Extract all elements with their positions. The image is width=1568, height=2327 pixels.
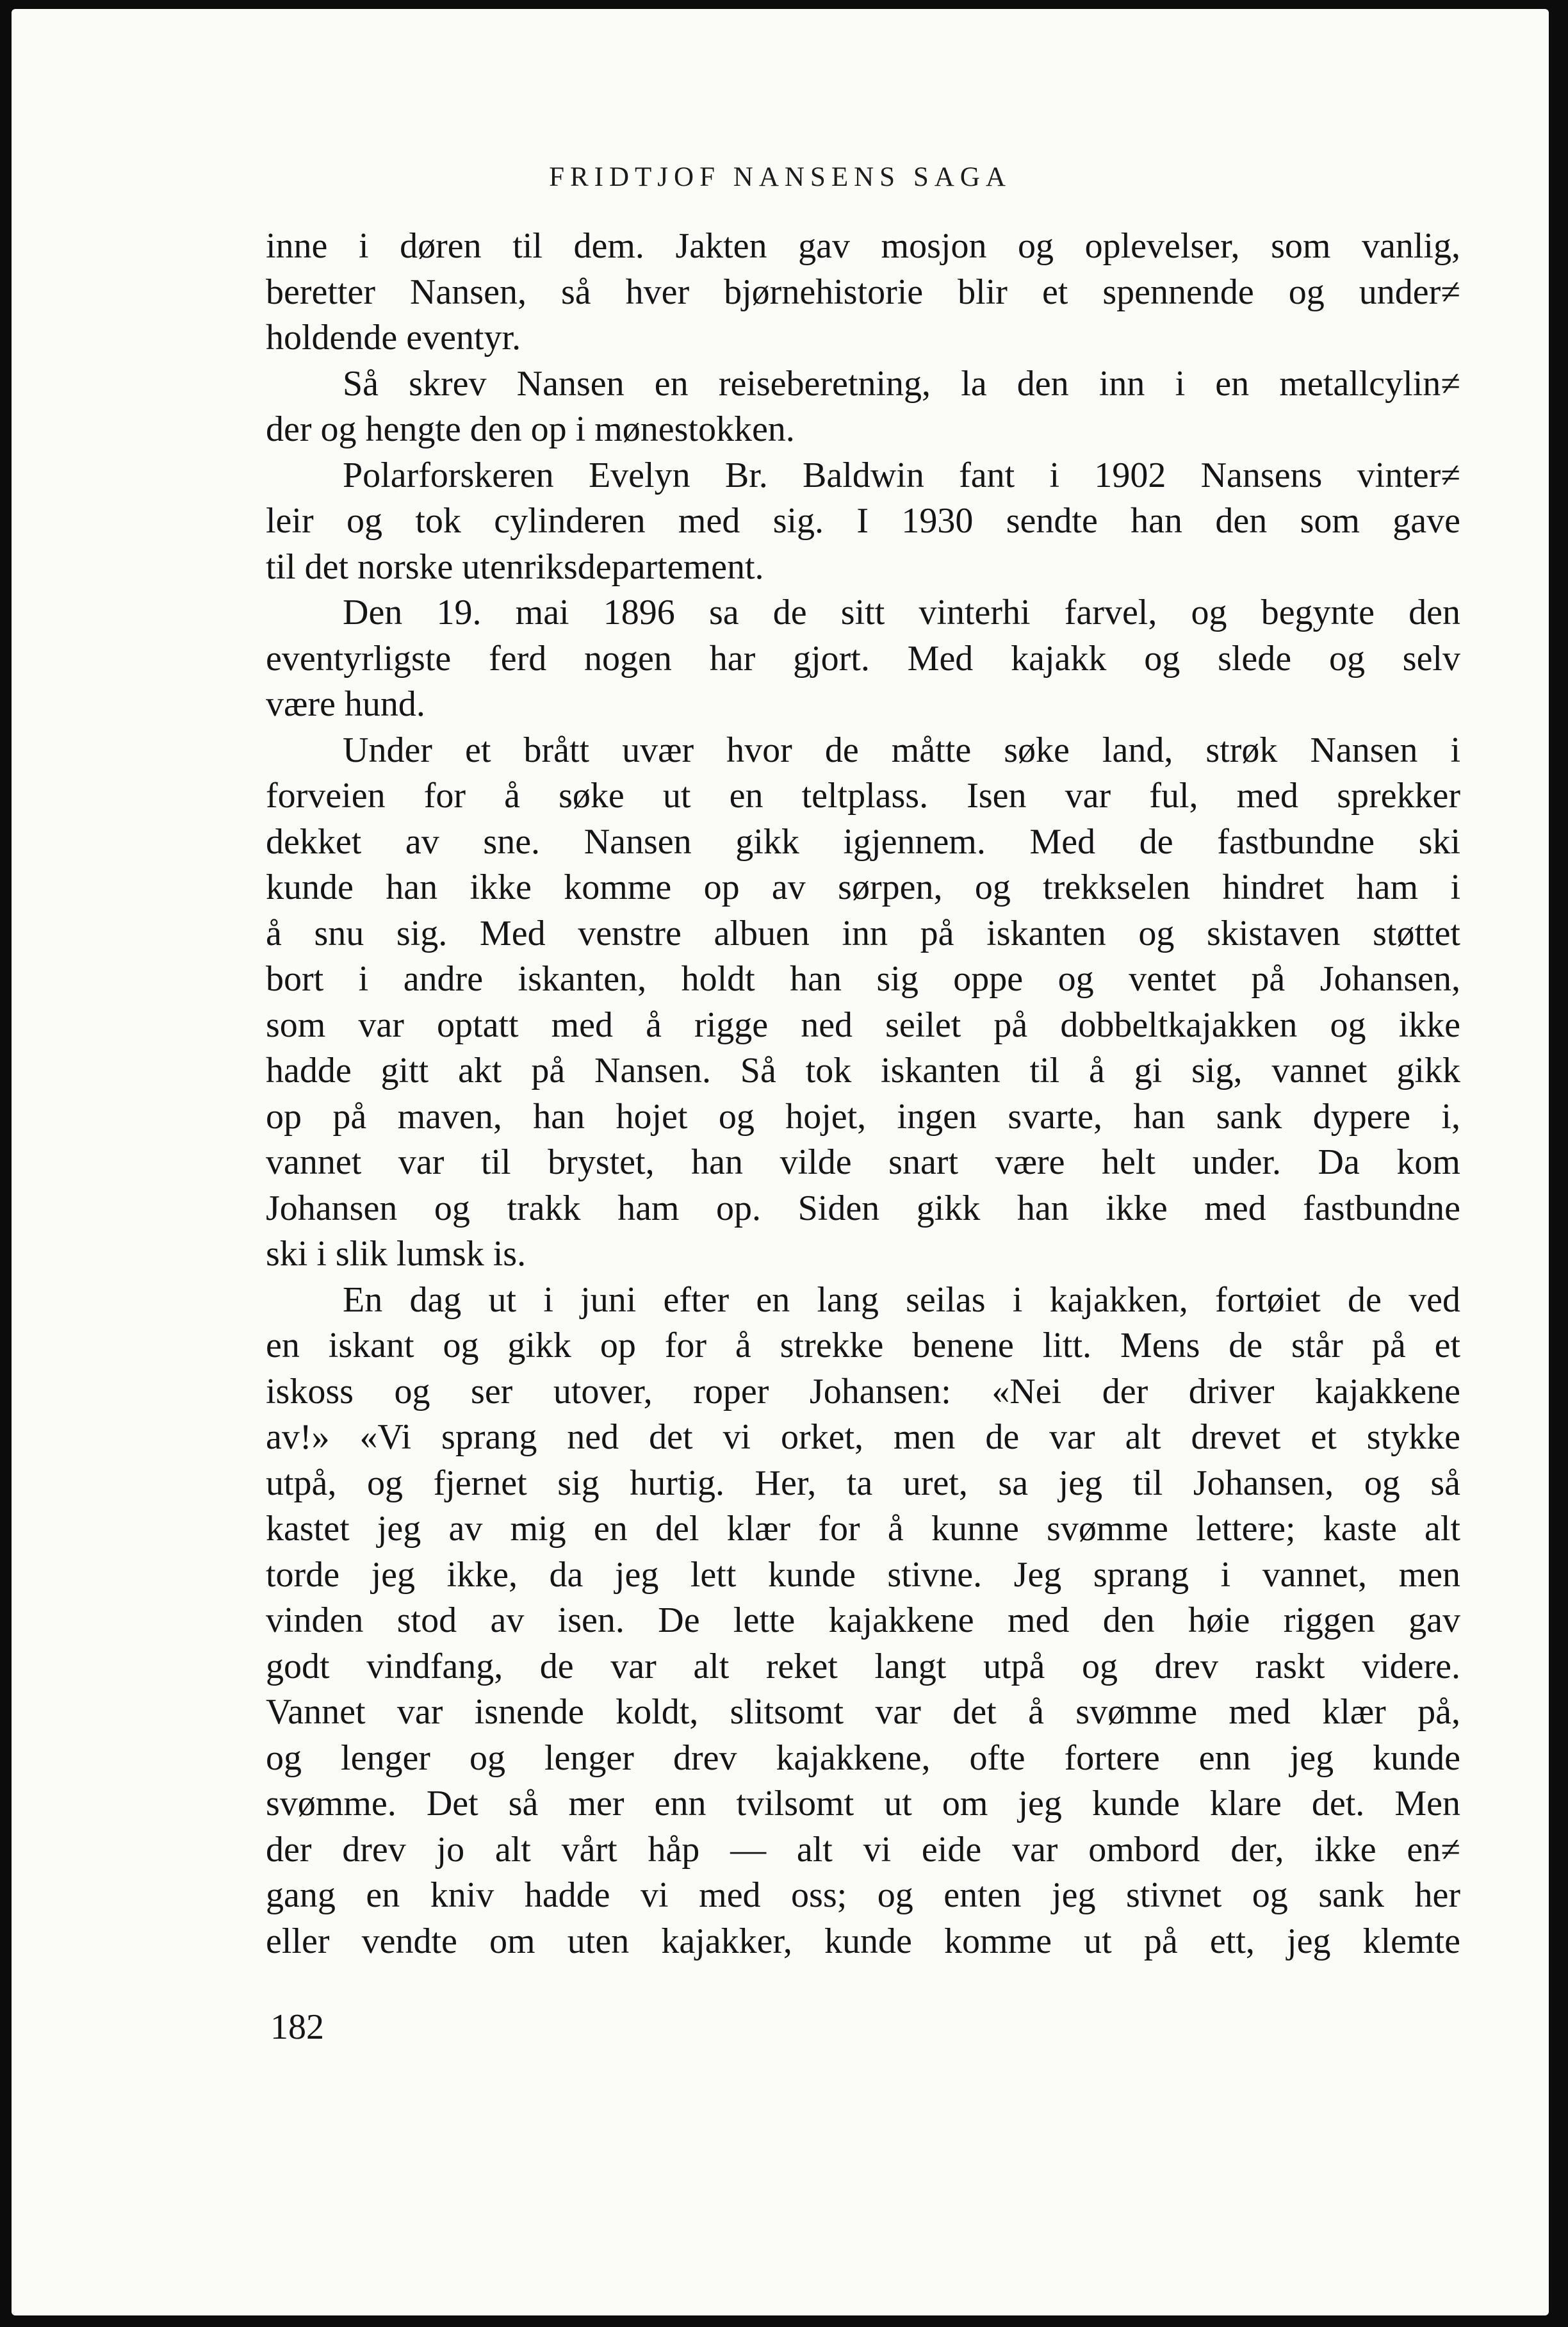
text-line: dekket av sne. Nansen gikk igjennem. Med de fastbundne ski [266,821,1460,862]
text-line: torde jeg ikke, da jeg lett kunde stivne. Jeg sprang i vannet, men [266,1554,1460,1595]
text-line: bort i andre iskanten, holdt han sig oppe og ventet på Johansen, [266,959,1460,999]
text-line: op på maven, han hojet og hojet, ingen svarte, han sank dypere i, [266,1096,1460,1137]
text-line: av!» «Vi sprang ned det vi orket, men de var alt drevet et stykke [266,1417,1460,1457]
text-line: vinden stod av isen. De lette kajakkene med den høie riggen gav [266,1600,1460,1640]
text-line: Polarforskeren Evelyn Br. Baldwin fant i 1902 Nansens vinter≠ [343,455,1460,495]
text-line: som var optatt med å rigge ned seilet på dobbeltkajakken og ikke [266,1005,1460,1045]
text-line: der drev jo alt vårt håp — alt vi eide var ombord der, ikke en≠ [266,1829,1460,1870]
text-line: Den 19. mai 1896 sa de sitt vinterhi farvel, og begynte den [343,593,1460,632]
text-line: leir og tok cylinderen med sig. I 1930 sendte han den som gave [266,501,1460,541]
page-number: 182 [270,2007,324,2047]
text-line: eller vendte om uten kajakker, kunde komme ut på ett, jeg klemte [266,1921,1460,1961]
text-line: vannet var til brystet, han vilde snart være helt under. Da kom [266,1142,1460,1182]
text-line: og lenger og lenger drev kajakkene, ofte fortere enn jeg kunde [266,1738,1460,1778]
text-line: inne i døren til dem. Jakten gav mosjon og oplevelser, som vanlig, [266,226,1460,266]
text-line: forveien for å søke ut en teltplass. Isen var ful, med sprekker [266,776,1460,816]
text-line: ski i slik lumsk is. [266,1234,527,1274]
text-line: Så skrev Nansen en reiseberetning, la den inn i en metallcylin≠ [343,363,1460,404]
text-line: utpå, og fjernet sig hurtig. Her, ta uret, sa jeg til Johansen, og så [266,1463,1460,1503]
text-line: kunde han ikke komme op av sørpen, og trekkselen hindret ham i [266,867,1460,907]
text-line: beretter Nansen, så hver bjørnehistorie blir et spennende og under≠ [266,272,1460,312]
text-line: til det norske utenriksdepartement. [266,547,764,587]
text-line: Vannet var isnende koldt, slitsomt var det å svømme med klær på, [266,1692,1460,1732]
text-line: å snu sig. Med venstre albuen inn på iskanten og skistaven støttet [266,913,1460,953]
body-text [266,224,1460,1964]
text-line: hadde gitt akt på Nansen. Så tok iskanten til å gi sig, vannet gikk [266,1051,1460,1090]
text-line: Johansen og trakk ham op. Siden gikk han ikke med fastbundne [266,1188,1460,1228]
running-head: FRIDTJOF NANSENS SAGA [549,162,1011,192]
text-line: en iskant og gikk op for å strekke benene litt. Mens de står på et [266,1326,1460,1365]
text-line: kastet jeg av mig en del klær for å kunne svømme lettere; kaste alt [266,1509,1460,1549]
text-line: svømme. Det så mer enn tvilsomt ut om jeg kunde klare det. Men [266,1784,1460,1823]
text-line: godt vindfang, de var alt reket langt utpå og drev raskt videre. [266,1646,1460,1686]
text-line: holdende eventyr. [266,318,521,358]
text-line: eventyrligste ferd nogen har gjort. Med kajakk og slede og selv [266,638,1460,678]
book-page [12,9,1549,2315]
text-line: En dag ut i juni efter en lang seilas i kajakken, fortøiet de ved [343,1279,1460,1320]
text-line: være hund. [266,684,425,724]
text-line: iskoss og ser utover, roper Johansen: «Nei der driver kajakkene [266,1371,1460,1411]
text-line: gang en kniv hadde vi med oss; og enten jeg stivnet og sank her [266,1875,1460,1915]
text-line: der og hengte den op i mønestokken. [266,409,795,449]
text-line: Under et brått uvær hvor de måtte søke land, strøk Nansen i [343,730,1460,770]
